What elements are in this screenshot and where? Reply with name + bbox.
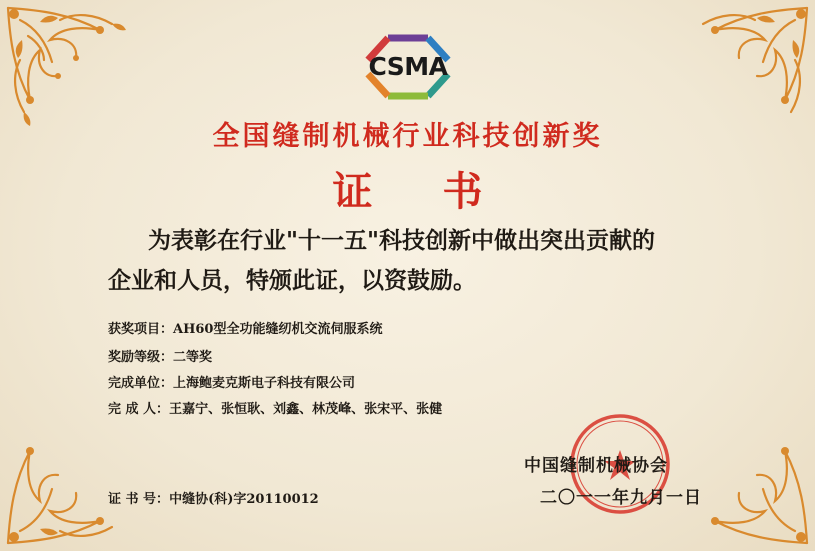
award-project-value: AH60型全功能缝纫机交流伺服系统 <box>173 322 383 337</box>
award-project-row <box>108 318 382 337</box>
completing-unit-value: 上海鲍麦克斯电子科技有限公司 <box>173 376 356 391</box>
issue-date: 二〇一一年九月一日 <box>540 488 702 508</box>
award-level-label: 奖励等级： <box>108 350 174 365</box>
award-level-value: 二等奖 <box>173 350 213 365</box>
completers-label: 完 成 人： <box>108 402 170 417</box>
certificate-number-value: 中缝协(科)字20110012 <box>169 492 319 507</box>
corner-ornament-top-right <box>665 0 815 130</box>
corner-ornament-top-left <box>0 0 150 130</box>
logo-text: CSMA <box>368 52 448 81</box>
issuer-name: 中国缝制机械协会 <box>524 456 668 476</box>
certificate-number-label: 证 书 号： <box>108 492 170 507</box>
csma-logo <box>358 30 458 104</box>
completers-value: 王嘉宁、张恒耿、刘鑫、林茂峰、张宋平、张健 <box>169 402 443 417</box>
corner-ornament-bottom-left <box>0 421 150 551</box>
intro-line-1: 为表彰在行业"十一五"科技创新中做出突出贡献的 <box>148 227 655 254</box>
completing-unit-row <box>108 372 355 391</box>
intro-line-2: 企业和人员，特颁此证，以资鼓励。 <box>108 267 476 294</box>
award-level-row <box>108 346 212 365</box>
completing-unit-label: 完成单位： <box>108 376 174 391</box>
completers-row <box>108 398 442 417</box>
certificate-number-row <box>108 488 319 507</box>
award-title: 全国缝制机械行业科技创新奖 <box>212 121 603 152</box>
certificate-heading: 证书 <box>332 168 553 215</box>
award-project-label: 获奖项目： <box>108 322 174 337</box>
